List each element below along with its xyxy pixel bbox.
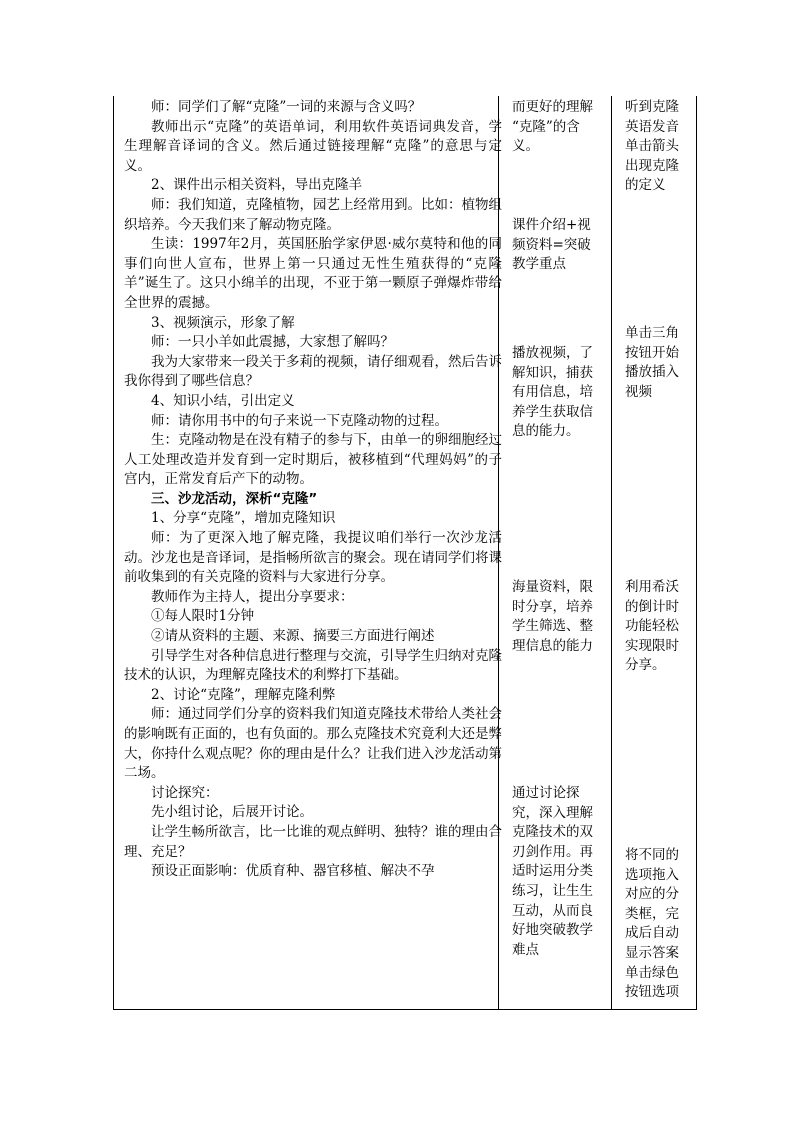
paragraph: 师：通过同学们分享的资料我们知道克隆技术带给人类社会的影响既有正面的，也有负面的。那么克隆技术究竟利大还是弊大，你持什么观点呢？你的理由是什么？让我们进入沙龙活动第二场。 xyxy=(124,706,502,782)
list-item: ①每人限时1分钟 xyxy=(151,608,255,625)
paragraph: 让学生畅所欲言，比一比谁的观点鲜明、独特？谁的理由合理、充足？ xyxy=(124,823,502,860)
purpose-note: 课件介绍+视 频资料=突破 教学重点 xyxy=(512,217,591,273)
paragraph: 我为大家带来一段关于多莉的视频，请仔细观看，然后告诉我你得到了哪些信息？ xyxy=(124,353,502,390)
purpose-note: 播放视频，了 解知识，捕获 有用信息，培 养学生获取信 息的能力。 xyxy=(512,345,593,440)
purpose-note: 而更好的理解 “克隆”的含 义。 xyxy=(512,99,593,155)
paragraph: 先小组讨论，后展开讨论。 xyxy=(151,804,313,821)
paragraph: 教师出示“克隆”的英语单词，利用软件英语词典发音，学生理解音译词的含义。然后通过链接理解“克隆”的意思与定义。 xyxy=(124,118,502,174)
step-heading: 2、讨论“克隆”，理解克隆利弊 xyxy=(151,686,336,703)
step-heading: 4、知识小结，引出定义 xyxy=(151,392,295,409)
list-item: ②请从资料的主题、来源、摘要三方面进行阐述 xyxy=(151,628,435,645)
paragraph: 师：请你用书中的句子来说一下克隆动物的过程。 xyxy=(151,412,448,429)
paragraph: 师：为了更深入地了解克隆，我提议咱们举行一次沙龙活动。沙龙也是音译词，是指畅所欲言的聚会。现在请同学们将课前收集到的有关克隆的资料与大家进行分享。 xyxy=(124,530,502,586)
paragraph: 教师作为主持人，提出分享要求： xyxy=(151,588,354,605)
lesson-plan-table xyxy=(113,96,696,1010)
step-heading: 3、视频演示，形象了解 xyxy=(151,314,295,331)
step-heading: 2、课件出示相关资料，导出克隆羊 xyxy=(151,177,363,194)
table-border-left xyxy=(113,96,114,1010)
paragraph: 师：同学们了解“克隆”一词的来源与含义吗？ xyxy=(151,99,422,115)
table-border-right xyxy=(696,96,697,1010)
paragraph: 师：我们知道，克隆植物，园艺上经常用到。比如：植物组织培养。今天我们来了解动物克隆。 xyxy=(124,196,502,233)
tech-note: 听到克隆 英语发音 单击箭头 出现克隆 的定义 xyxy=(625,99,679,194)
teaching-process-column xyxy=(124,98,502,882)
table-border-col3 xyxy=(611,96,612,1010)
tech-note: 单击三角 按钮开始 播放插入 视频 xyxy=(625,325,679,400)
section-heading: 三、沙龙活动，深析“克隆” xyxy=(151,490,318,507)
step-heading: 1、分享“克隆”，增加克隆知识 xyxy=(151,510,336,527)
paragraph: 师：一只小羊如此震撼，大家想了解吗？ xyxy=(151,334,394,351)
tech-note: 将不同的 选项拖入 对应的分 类框，完 成后自动 显示答案 单击绿色 按钮选项 xyxy=(625,847,679,1001)
paragraph: 预设正面影响：优质育种、器官移植、解决不孕 xyxy=(151,863,435,880)
table-border-bottom xyxy=(113,1009,697,1010)
tech-note: 利用希沃 的倒计时 功能轻松 实现限时 分享。 xyxy=(625,579,679,674)
purpose-note: 通过讨论探 究，深入理解 克隆技术的双 刃剑作用。再 适时运用分类 练习，让生生 互动，从而良 好地突破教学 难点 xyxy=(512,785,593,958)
paragraph: 生：克隆动物是在没有精子的参与下，由单一的卵细胞经过人工处理改造并发育到一定时期后，被移植到“代理妈妈”的子宫内，正常发育后产下的动物。 xyxy=(124,432,502,488)
paragraph: 讨论探究： xyxy=(151,784,219,801)
paragraph: 生读：1997年2月，英国胚胎学家伊恩·威尔莫特和他的同事们向世人宣布，世界上第一只通过无性生殖获得的“克隆羊”诞生了。这只小绵羊的出现，不亚于第一颗原子弹爆炸带给全世界的震撼。 xyxy=(124,236,502,311)
purpose-note: 海量资料，限 时分享，培养 学生筛选、整 理信息的能力 xyxy=(512,579,593,654)
paragraph: 引导学生对各种信息进行整理与交流，引导学生归纳对克隆技术的认识，为理解克隆技术的利弊打下基础。 xyxy=(124,647,502,684)
